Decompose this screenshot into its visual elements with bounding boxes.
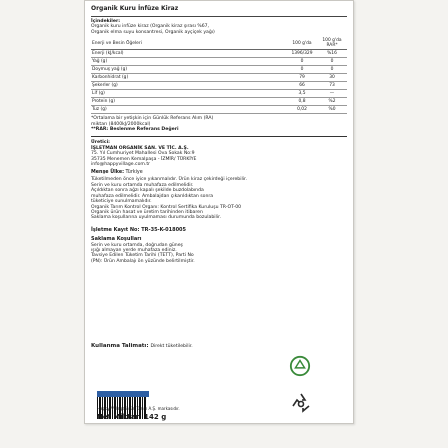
- producer-line-1: İŞLETMAN ORGANİK SAN. VE TİC. A.Ş.: [91, 145, 189, 151]
- usage-label: Kullanma Talimatı:: [91, 343, 149, 349]
- recycle-icon: [289, 355, 311, 377]
- nutrition-row: [91, 58, 347, 66]
- note-line-3: Açıldıktan sonra ağzı kapalı şekilde buzdolabında: [91, 188, 204, 194]
- nutrition-row: [91, 82, 347, 90]
- product-title: Organik Kuru İnfüze Kiraz: [91, 3, 347, 17]
- producer-section: [91, 140, 347, 167]
- nutrition-value-100g: 66: [287, 82, 317, 90]
- nutrition-value-100g: 79: [287, 74, 317, 82]
- product-label: [84, 0, 354, 424]
- nutrition-row: [91, 90, 347, 98]
- nutrition-name: Yağ (g): [91, 58, 287, 66]
- nutrition-value-rar: 73: [317, 82, 347, 90]
- nutrition-row: [91, 106, 347, 114]
- nutrition-header-row: [91, 37, 347, 50]
- net-value: 142 g: [144, 413, 167, 421]
- note-line-2: Serin ve kuru ortamda muhafaza edilmelidir.: [91, 182, 194, 188]
- storage-line-2: ışığı almayan yerde muhafaza ediniz.: [91, 248, 177, 254]
- producer-line-4: info@happyvillage.com.tr: [91, 162, 151, 168]
- nutrition-value-100g: 0: [287, 66, 317, 74]
- origin-label: Menşe Ülke:: [91, 170, 124, 176]
- footnote-1: *Ortalama bir yetişkin için Günlük Referans Alım (RA): [91, 116, 214, 122]
- nutrition-col-2: 100 g'da RAR*: [317, 37, 347, 50]
- ingredients-text-1: Organik kuru infüze kiraz (Organik kiraz şırası %67,: [91, 24, 210, 30]
- nutrition-name: Karbonhidrat (g): [91, 74, 287, 82]
- note-line-4: muhafaza edilmelidir. Ambalajdan çıkarıldıktan sonra: [91, 193, 214, 199]
- origin-value: Türkiye: [125, 170, 143, 176]
- storage-line-3: Tavsiye Edilen Tüketim Tarihi (TETT), Parti No: [91, 253, 194, 259]
- storage-label: Saklama Koşulları: [91, 235, 142, 242]
- nutrition-value-rar: %0: [317, 106, 347, 114]
- nutrition-value-100g: 3,5: [287, 90, 317, 98]
- nutrition-value-100g: 0,8: [287, 98, 317, 106]
- nutrition-value-100g: 1396/329: [287, 50, 317, 58]
- nutrition-table: [91, 37, 347, 114]
- nutrition-row: [91, 50, 347, 58]
- nutrition-footnotes: [91, 116, 347, 132]
- producer-label: Üretici:: [91, 140, 111, 146]
- nutrition-value-rar: 0: [317, 66, 347, 74]
- producer-line-2: 75. Yıl Cumhuriyet Mahallesi Ova Sokak No:9: [91, 151, 195, 157]
- nutrition-name: Tuz (g): [91, 106, 287, 114]
- producer-line-3: 35735 Menemen Kemalpaşa - İZMİR/ TÜRKİYE: [91, 156, 197, 162]
- nutrition-value-rar: 0: [317, 58, 347, 66]
- nutrition-body: [91, 50, 347, 114]
- nutrition-value-100g: 0,02: [287, 106, 317, 114]
- nutrition-name: Doymuş yağ (g): [91, 66, 287, 74]
- origin-row: [91, 170, 347, 175]
- nutrition-name: Enerji (kJ/kcal): [91, 50, 287, 58]
- usage-value: Direkt tüketilebilir.: [150, 343, 193, 349]
- footnote-2: miktarı (8400kJ/2000kcal): [91, 121, 151, 127]
- nutrition-col-1: 100 g'da: [287, 37, 317, 50]
- storage-line-1: Serin ve kuru ortamda, doğrudan güneş: [91, 242, 183, 248]
- registration-value: TR-35-K-018005: [141, 226, 187, 233]
- note-line-1: Tüketilmeden önce iyice yıkanmalıdır. Ürün kiraz çekirdeği içerebilir.: [91, 177, 247, 183]
- usage-row: [91, 343, 347, 349]
- nutrition-row: [91, 66, 347, 74]
- note-line-7: Organik ürün hasat ve üretim tarihinden itibaren: [91, 209, 203, 215]
- ingredients-text-2: Organik elma suyu konsantresi, Organik ayçiçek yağı): [91, 29, 215, 35]
- storage-section: [91, 237, 347, 265]
- notes-section: [91, 177, 347, 220]
- section-divider: [91, 136, 347, 137]
- nutrition-name: Lif (g): [91, 90, 287, 98]
- nutrition-name: Şekerler (g): [91, 82, 287, 90]
- note-line-8: Saklama koşullarına uyulmaması durumunda bozulabilir.: [91, 215, 222, 221]
- nutrition-value-rar: —: [317, 90, 347, 98]
- nutrition-col-header: Enerji ve Besin Öğeleri: [91, 37, 287, 50]
- nutrition-value-100g: 0: [287, 58, 317, 66]
- storage-line-4: (PN): Ürün Ambalajı ön yüzünde belirtilmiştir.: [91, 258, 195, 264]
- nutrition-row: [91, 98, 347, 106]
- brand-note: Happy Village ürün Tarım A.Ş. markasıdır.: [97, 406, 180, 411]
- ingredients-label: İçindekiler:: [91, 19, 121, 24]
- recycle-symbol-icon: [289, 391, 313, 415]
- nutrition-value-rar: %2: [317, 98, 347, 106]
- ingredients-section: [91, 19, 347, 35]
- nutrition-value-rar: 30: [317, 74, 347, 82]
- label-footer: [91, 343, 347, 421]
- footnote-3: **RAR: Beslenme Referans Değeri: [91, 127, 179, 133]
- note-line-5: tüketiciye sunulmamalıdır.: [91, 199, 152, 205]
- registration-label: İşletme Kayıt No:: [91, 226, 140, 233]
- nutrition-row: [91, 74, 347, 82]
- note-line-6: Organik Tarım Kontrol Organı: Kontrol Sertifika Kuruluşu TR-OT-00: [91, 204, 242, 210]
- nutrition-name: Protein (g): [91, 98, 287, 106]
- net-label: Net Miktar:: [97, 413, 142, 421]
- net-weight: [97, 413, 166, 421]
- nutrition-value-rar: %16: [317, 50, 347, 58]
- registration-row: [91, 227, 347, 233]
